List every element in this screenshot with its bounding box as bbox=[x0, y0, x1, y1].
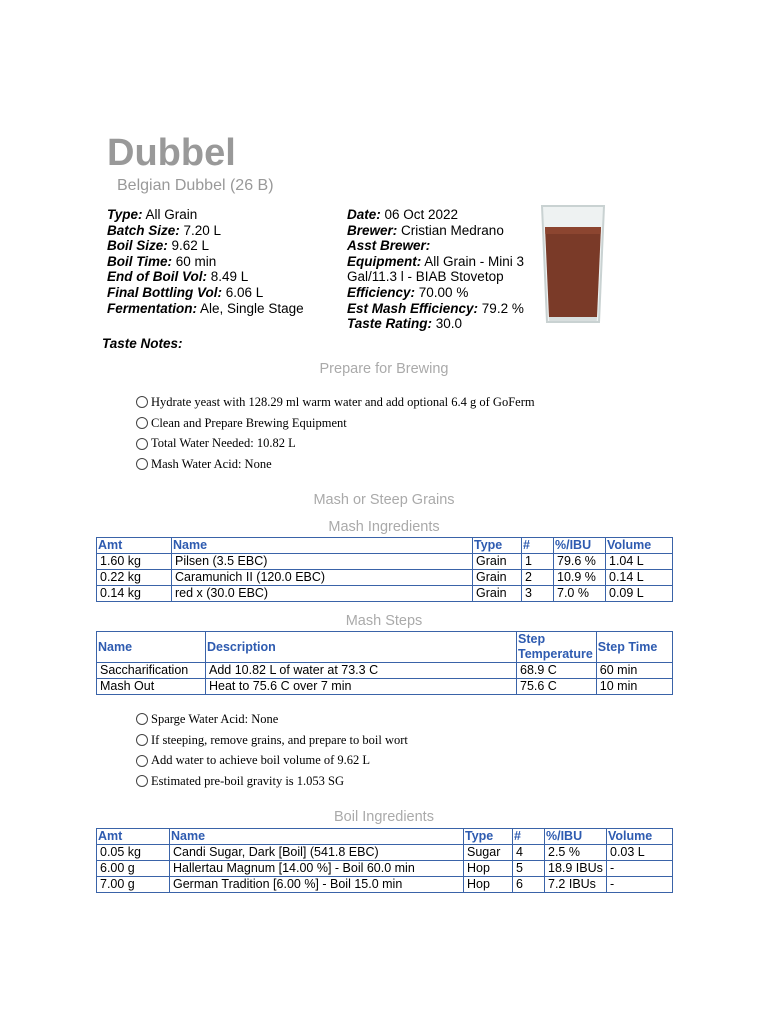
table-cell: 0.14 kg bbox=[97, 586, 172, 602]
checkbox-circle-icon[interactable] bbox=[136, 713, 148, 725]
table-cell: 18.9 IBUs bbox=[545, 861, 607, 877]
column-header: # bbox=[513, 829, 545, 845]
column-header: Type bbox=[473, 538, 522, 554]
table-cell: 3 bbox=[522, 586, 554, 602]
column-header: Name bbox=[170, 829, 464, 845]
mash-steps-heading: Mash Steps bbox=[345, 613, 423, 629]
table-cell: 1.04 L bbox=[606, 554, 673, 570]
table-cell: 7.00 g bbox=[97, 877, 170, 893]
table-cell: 79.6 % bbox=[554, 554, 606, 570]
table-cell: German Tradition [6.00 %] - Boil 15.0 min bbox=[170, 877, 464, 893]
table-cell: - bbox=[607, 861, 673, 877]
column-header: Step Time bbox=[596, 632, 672, 663]
table-header-row bbox=[97, 538, 673, 554]
checklist-item[interactable]: Add water to achieve boil volume of 9.62 L bbox=[136, 750, 408, 771]
table-cell: 0.14 L bbox=[606, 570, 673, 586]
table-cell: 5 bbox=[513, 861, 545, 877]
table-cell: Grain bbox=[473, 570, 522, 586]
info-est-mash-efficiency: Est Mash Efficiency: 79.2 % bbox=[347, 300, 524, 316]
recipe-info-right bbox=[347, 207, 529, 332]
info-boil-size: Boil Size: 9.62 L bbox=[107, 238, 210, 254]
info-batch-size: Batch Size: 7.20 L bbox=[107, 222, 222, 238]
checkbox-circle-icon[interactable] bbox=[136, 734, 148, 746]
column-header: %/IBU bbox=[554, 538, 606, 554]
table-cell: 7.0 % bbox=[554, 586, 606, 602]
table-row bbox=[97, 845, 673, 861]
recipe-style: Belgian Dubbel (26 B) bbox=[117, 177, 274, 194]
table-cell: 10.9 % bbox=[554, 570, 606, 586]
column-header: Name bbox=[97, 632, 206, 663]
table-cell: red x (30.0 EBC) bbox=[172, 586, 473, 602]
column-header: Volume bbox=[606, 538, 673, 554]
taste-notes-label: Taste Notes: bbox=[102, 336, 183, 351]
prepare-checklist bbox=[136, 392, 535, 475]
table-cell: 0.03 L bbox=[607, 845, 673, 861]
table-row bbox=[97, 877, 673, 893]
column-header: Name bbox=[172, 538, 473, 554]
info-final-bottling-vol: Final Bottling Vol: 6.06 L bbox=[107, 284, 264, 300]
table-cell: 7.2 IBUs bbox=[545, 877, 607, 893]
info-date: Date: 06 Oct 2022 bbox=[347, 207, 459, 222]
table-cell: 0.22 kg bbox=[97, 570, 172, 586]
checkbox-circle-icon[interactable] bbox=[136, 417, 148, 429]
mash-checklist bbox=[136, 709, 408, 792]
table-cell: Grain bbox=[473, 554, 522, 570]
column-header: Type bbox=[464, 829, 513, 845]
table-cell: 4 bbox=[513, 845, 545, 861]
checklist-item[interactable]: Sparge Water Acid: None bbox=[136, 709, 408, 730]
info-end-of-boil-vol: End of Boil Vol: 8.49 L bbox=[107, 269, 249, 285]
table-cell: Candi Sugar, Dark [Boil] (541.8 EBC) bbox=[170, 845, 464, 861]
recipe-info-left bbox=[107, 207, 332, 316]
checklist-item[interactable]: Estimated pre-boil gravity is 1.053 SG bbox=[136, 771, 408, 792]
info-type: Type: All Grain bbox=[107, 207, 198, 222]
mash-heading: Mash or Steep Grains bbox=[313, 492, 455, 508]
column-header: Volume bbox=[607, 829, 673, 845]
table-row bbox=[97, 554, 673, 570]
column-header: Amt bbox=[97, 829, 170, 845]
boil-ingredients-heading: Boil Ingredients bbox=[334, 809, 434, 825]
table-cell: Hop bbox=[464, 877, 513, 893]
table-cell: 0.05 kg bbox=[97, 845, 170, 861]
checkbox-circle-icon[interactable] bbox=[136, 775, 148, 787]
table-row bbox=[97, 679, 673, 695]
table-row bbox=[97, 586, 673, 602]
table-row bbox=[97, 663, 673, 679]
checklist-item[interactable]: Total Water Needed: 10.82 L bbox=[136, 433, 535, 454]
recipe-title: Dubbel bbox=[107, 132, 236, 174]
column-header: Amt bbox=[97, 538, 172, 554]
checkbox-circle-icon[interactable] bbox=[136, 755, 148, 767]
table-cell: Hop bbox=[464, 861, 513, 877]
table-cell: - bbox=[607, 877, 673, 893]
table-row bbox=[97, 861, 673, 877]
info-asst-brewer: Asst Brewer: bbox=[347, 238, 431, 254]
column-header: Step Temperature bbox=[517, 632, 597, 663]
table-cell: 68.9 C bbox=[517, 663, 597, 679]
table-row bbox=[97, 570, 673, 586]
checklist-item[interactable]: Clean and Prepare Brewing Equipment bbox=[136, 413, 535, 434]
table-cell: Sugar bbox=[464, 845, 513, 861]
column-header: # bbox=[522, 538, 554, 554]
checkbox-circle-icon[interactable] bbox=[136, 396, 148, 408]
mash-ingredients-table bbox=[96, 537, 673, 602]
column-header: Description bbox=[206, 632, 517, 663]
mash-ingredients-heading: Mash Ingredients bbox=[328, 519, 440, 535]
table-cell: 6 bbox=[513, 877, 545, 893]
info-taste-rating: Taste Rating: 30.0 bbox=[347, 316, 463, 332]
checkbox-circle-icon[interactable] bbox=[136, 458, 148, 470]
mash-steps-table bbox=[96, 631, 673, 695]
table-cell: Grain bbox=[473, 586, 522, 602]
table-cell: 2.5 % bbox=[545, 845, 607, 861]
table-cell: 0.09 L bbox=[606, 586, 673, 602]
info-efficiency: Efficiency: 70.00 % bbox=[347, 284, 469, 300]
beer-glass-icon bbox=[536, 204, 608, 326]
table-cell: 2 bbox=[522, 570, 554, 586]
info-fermentation: Fermentation: Ale, Single Stage bbox=[107, 300, 304, 316]
table-cell: Pilsen (3.5 EBC) bbox=[172, 554, 473, 570]
table-cell: 1.60 kg bbox=[97, 554, 172, 570]
table-cell: 75.6 C bbox=[517, 679, 597, 695]
checklist-item[interactable]: If steeping, remove grains, and prepare to boil wort bbox=[136, 730, 408, 751]
boil-ingredients-table bbox=[96, 828, 673, 893]
prepare-heading: Prepare for Brewing bbox=[319, 361, 449, 377]
info-equipment: Equipment: All Grain - Mini 3 Gal/11.3 l - BIAB Stovetop bbox=[347, 253, 525, 285]
table-cell: Mash Out bbox=[97, 679, 206, 695]
table-cell: Add 10.82 L of water at 73.3 C bbox=[206, 663, 517, 679]
table-header-row bbox=[97, 829, 673, 845]
table-header-row bbox=[97, 632, 673, 663]
table-cell: 6.00 g bbox=[97, 861, 170, 877]
table-cell: Saccharification bbox=[97, 663, 206, 679]
checklist-item[interactable]: Hydrate yeast with 128.29 ml warm water and add optional 6.4 g of GoFerm bbox=[136, 392, 535, 413]
table-cell: 60 min bbox=[596, 663, 672, 679]
table-cell: Caramunich II (120.0 EBC) bbox=[172, 570, 473, 586]
table-cell: 1 bbox=[522, 554, 554, 570]
column-header: %/IBU bbox=[545, 829, 607, 845]
table-cell: Heat to 75.6 C over 7 min bbox=[206, 679, 517, 695]
checklist-item[interactable]: Mash Water Acid: None bbox=[136, 454, 535, 475]
table-cell: Hallertau Magnum [14.00 %] - Boil 60.0 min bbox=[170, 861, 464, 877]
info-boil-time: Boil Time: 60 min bbox=[107, 253, 217, 269]
info-brewer: Brewer: Cristian Medrano bbox=[347, 222, 504, 238]
table-cell: 10 min bbox=[596, 679, 672, 695]
checkbox-circle-icon[interactable] bbox=[136, 438, 148, 450]
